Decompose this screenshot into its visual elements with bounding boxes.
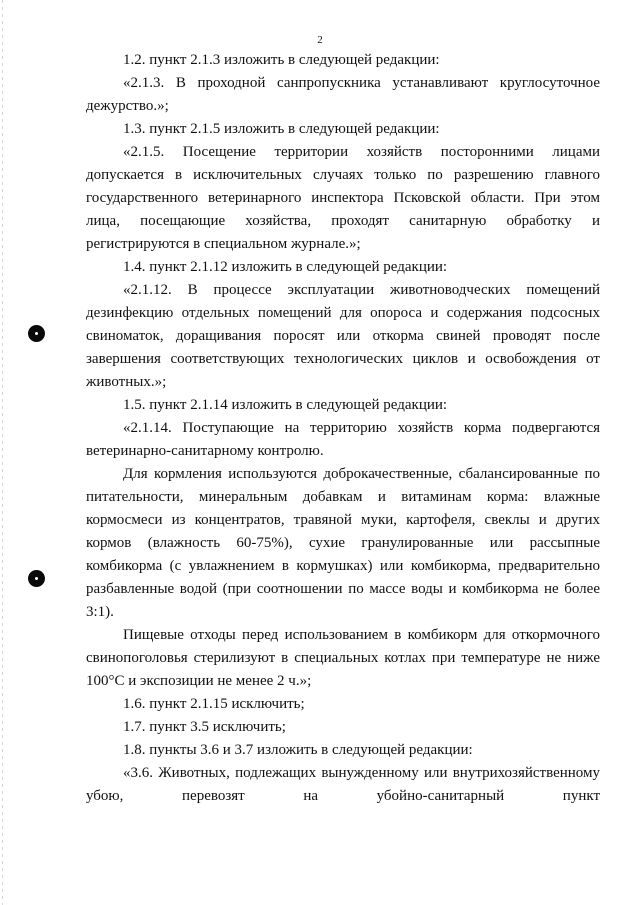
paragraph-1-7: 1.7. пункт 3.5 исключить; bbox=[123, 719, 286, 735]
paragraph-2-1-14-text: «2.1.14. Поступающие на территорию хозяйств корма подвергаются ветеринарно-санитарному контролю. bbox=[86, 420, 600, 459]
paragraph-1-3: 1.3. пункт 2.1.5 изложить в следующей редакции: bbox=[123, 121, 440, 137]
paragraph-2-1-12-text: «2.1.12. В процессе эксплуатации животноводческих помещений дезинфекцию отдельных помещений для опороса и содержания подсосных свиноматок, доращивания поросят или откорма свиней проводят после завершения соответствующих технологических циклов и освобождения от животных.»; bbox=[86, 282, 600, 390]
page-number: 2 bbox=[317, 34, 323, 46]
paragraph-1-4: 1.4. пункт 2.1.12 изложить в следующей редакции: bbox=[123, 259, 448, 275]
paragraph-feeding: Для кормления используются доброкачественные, сбалансированные по питательности, минеральным добавкам и витаминам корма: влажные кормосмеси из концентратов, травяной муки, картофеля, свеклы и других кормов (влажность 60-75%), сухие гранулированные или рассыпные комбикорма (с увлажнением в кормушках) или комбикорма, предварительно разбавленные водой (при соотношении по массе воды и комбикорма не более 3:1). bbox=[86, 466, 600, 620]
punch-hole-bottom bbox=[28, 570, 45, 587]
paragraph-food-waste: Пищевые отходы перед использованием в комбикорм для откормочного свинопоголовья стерилизуют в специальных котлах при температуре не ниже 100°С и экспозиции не менее 2 ч.»; bbox=[86, 627, 600, 689]
paragraph-1-8: 1.8. пункты 3.6 и 3.7 изложить в следующей редакции: bbox=[123, 742, 473, 758]
scan-edge-line bbox=[2, 0, 3, 905]
paragraph-1-5: 1.5. пункт 2.1.14 изложить в следующей редакции: bbox=[123, 397, 448, 413]
paragraph-2-1-3-text: «2.1.3. В проходной санпропускника устанавливают круглосуточное дежурство.»; bbox=[86, 75, 600, 114]
paragraph-1-2: 1.2. пункт 2.1.3 изложить в следующей редакции: bbox=[123, 52, 440, 68]
paragraph-1-6: 1.6. пункт 2.1.15 исключить; bbox=[123, 696, 305, 712]
punch-hole-top bbox=[28, 325, 45, 342]
paragraph-3-6-text: «3.6. Животных, подлежащих вынужденному или внутрихозяйственному убою, перевозят на убойно-санитарный пункт bbox=[86, 765, 600, 804]
paragraph-2-1-5-text: «2.1.5. Посещение территории хозяйств посторонними лицами допускается в исключительных случаях только по разрешению главного государственного ветеринарного инспектора Псковской области. При этом лица, посещающие хозяйства, проходят санитарную обработку и регистрируются в специальном журнале.»; bbox=[86, 144, 600, 252]
document-body bbox=[86, 49, 600, 808]
